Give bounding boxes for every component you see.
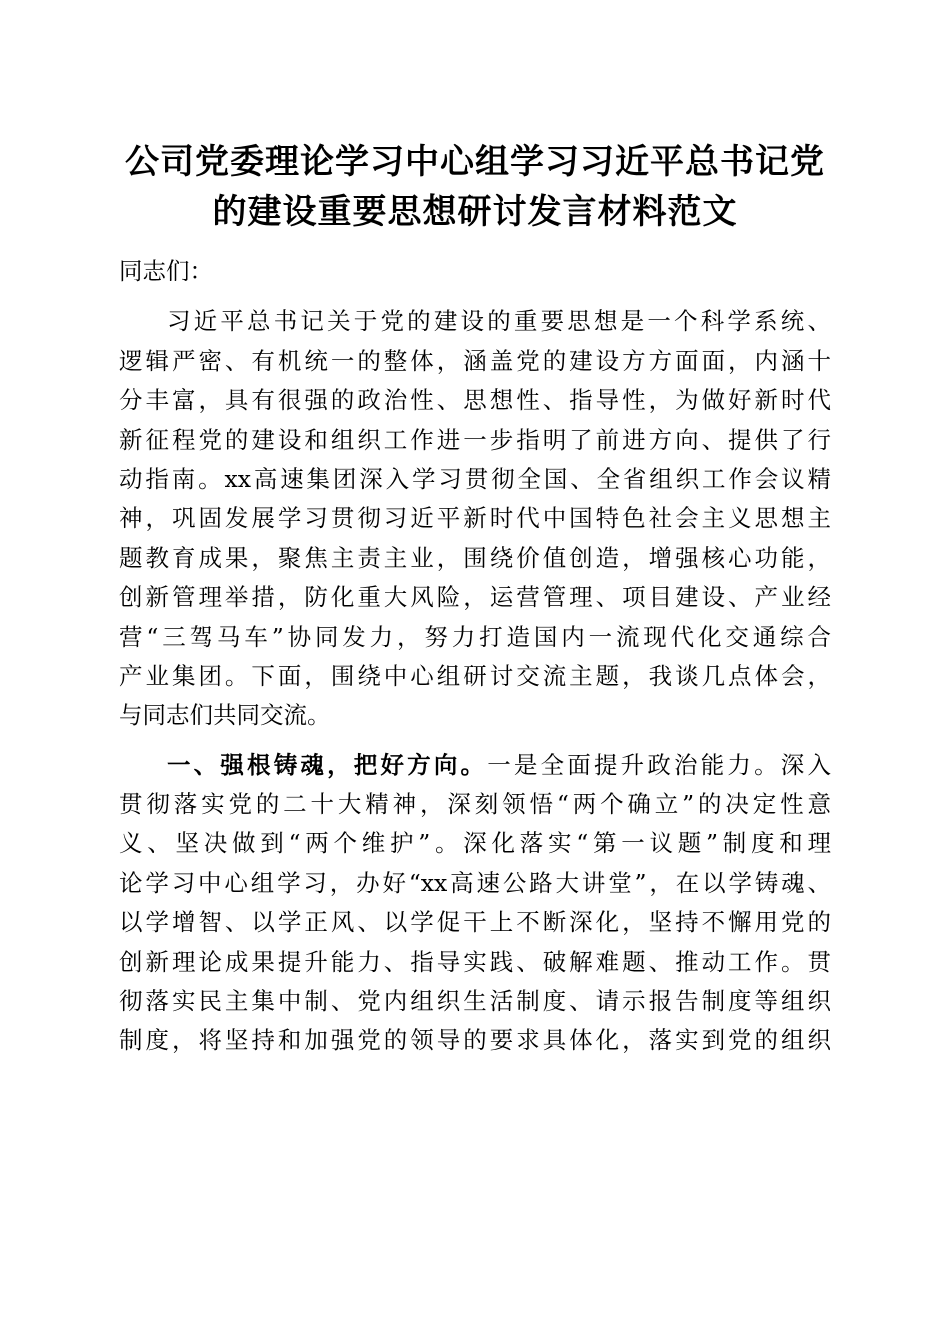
title-line-2: 的建设重要思想研讨发言材料范文: [212, 192, 738, 232]
section-heading: 一、强根铸魂，把好方向。: [167, 750, 488, 779]
paragraph-line: 动指南。xx高速集团深入学习贯彻全国、全省组织工作会议精: [119, 464, 831, 493]
greeting: 同志们：: [119, 257, 213, 285]
paragraph-line: 以学增智、以学正风、以学促干上不断深化，坚持不懈用党的: [119, 908, 831, 937]
paragraph-line: 产业集团。下面，围绕中心组研讨交流主题，我谈几点体会，: [119, 661, 831, 690]
paragraph-line: 营“三驾马车”协同发力，努力打造国内一流现代化交通综合: [119, 622, 831, 651]
paragraph-line: 创新管理举措，防化重大风险，运营管理、项目建设、产业经: [119, 583, 831, 612]
section-one-paragraph: [119, 746, 831, 1061]
paragraph-line: 义、坚决做到“两个维护”。深化落实“第一议题”制度和理: [119, 829, 831, 858]
title-line-1: 公司党委理论学习中心组学习习近平总书记党: [125, 142, 825, 182]
paragraph-line: 制度，将坚持和加强党的领导的要求具体化，落实到党的组织: [119, 1026, 831, 1055]
intro-paragraph: [119, 302, 831, 735]
paragraph-line: 习近平总书记关于党的建设的重要思想是一个科学系统、: [167, 307, 831, 336]
paragraph-line: 与同志们共同交流。: [119, 701, 331, 730]
paragraph-line: 彻落实民主集中制、党内组织生活制度、请示报告制度等组织: [119, 987, 831, 1016]
paragraph-line: 新征程党的建设和组织工作进一步指明了前进方向、提供了行: [119, 425, 831, 454]
document-title: [80, 137, 870, 237]
paragraph-line: 分丰富，具有很强的政治性、思想性、指导性，为做好新时代: [119, 386, 831, 415]
document-body: [119, 252, 831, 1071]
paragraph-line: 贯彻落实党的二十大精神，深刻领悟“两个确立”的决定性意: [119, 790, 831, 819]
paragraph-line: 论学习中心组学习，办好“xx高速公路大讲堂”，在以学铸魂、: [119, 868, 831, 897]
paragraph-line: 神，巩固发展学习贯彻习近平新时代中国特色社会主义思想主: [119, 504, 831, 533]
paragraph-line: 创新理论成果提升能力、指导实践、破解难题、推动工作。贯: [119, 947, 831, 976]
section-first-line: [119, 746, 831, 785]
section-first-line-text: 一是全面提升政治能力。深入: [487, 750, 831, 779]
paragraph-line: 逻辑严密、有机统一的整体，涵盖党的建设方方面面，内涵十: [119, 346, 831, 375]
paragraph-line: 题教育成果，聚焦主责主业，围绕价值创造，增强核心功能，: [119, 543, 831, 572]
greeting-paragraph: [119, 252, 831, 291]
